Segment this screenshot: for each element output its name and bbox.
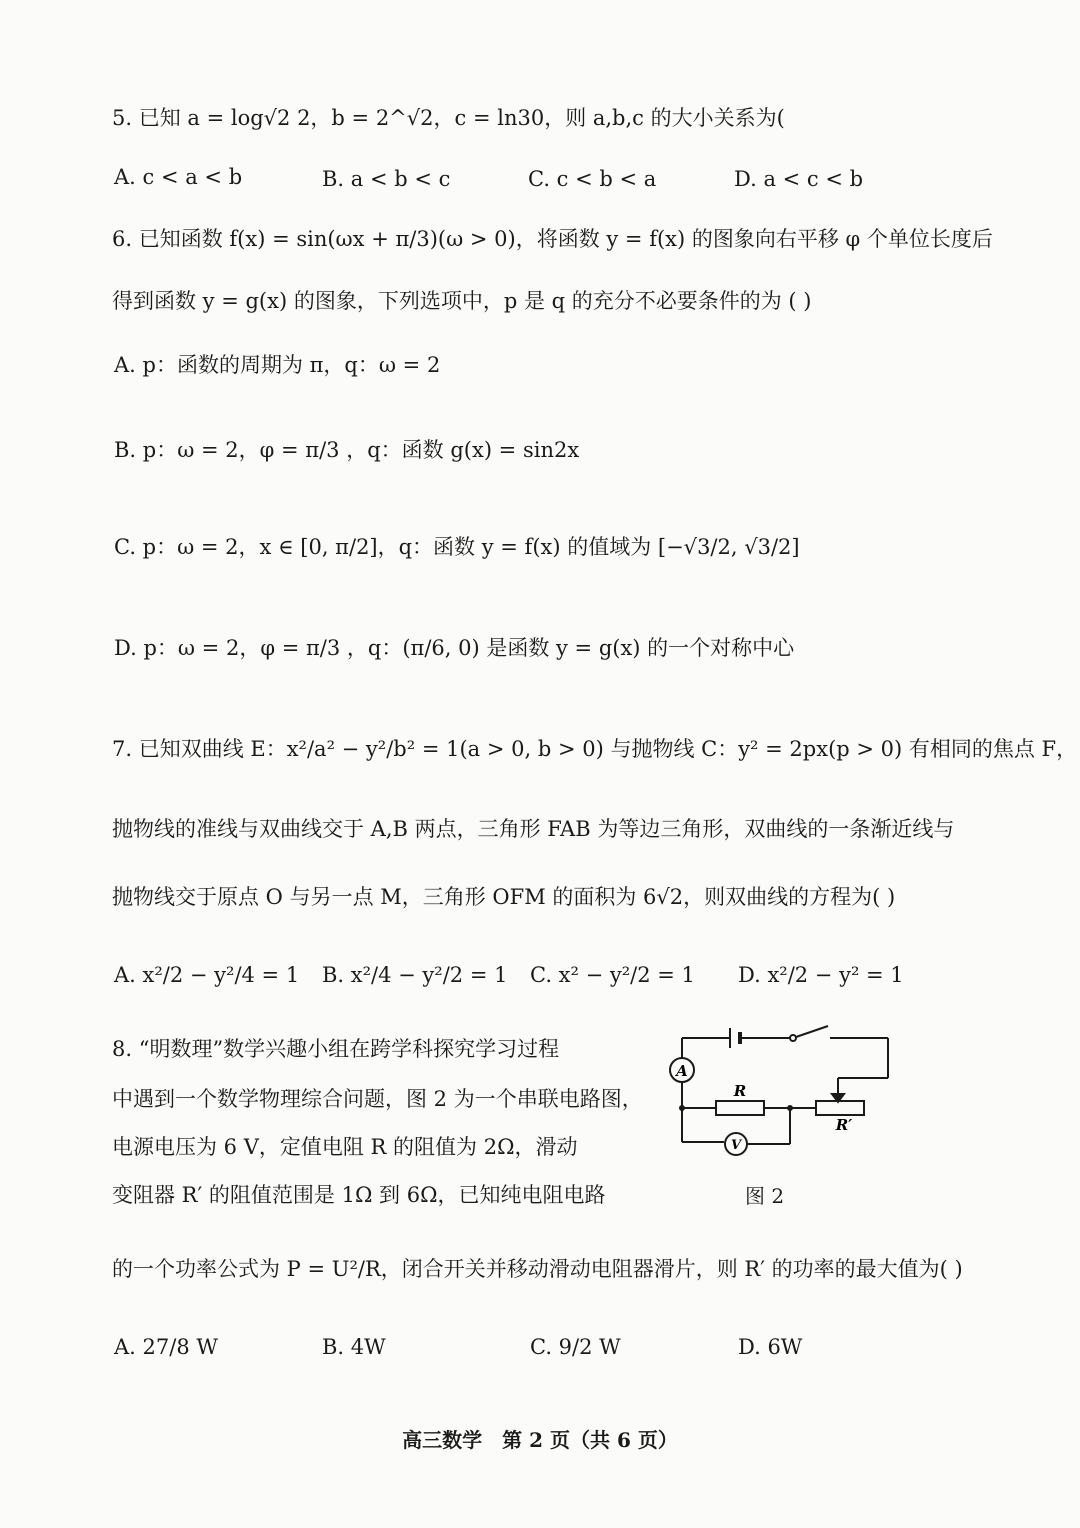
circuit-diagram <box>660 1022 920 1162</box>
q7-option-b: B. x²/4 − y²/2 = 1 <box>322 963 508 987</box>
q7-stem-line1: 7. 已知双曲线 E：x²/a² − y²/b² = 1(a > 0, b > 0) 与抛物线 C：y² = 2px(p > 0) 有相同的焦点 F， <box>112 737 1078 761</box>
q8-stem-line3: 电源电压为 6 V，定值电阻 R 的阻值为 2Ω，滑动 <box>112 1135 578 1159</box>
q8-option-a: A. 27/8 W <box>114 1335 218 1359</box>
q8-option-b: B. 4W <box>322 1335 386 1359</box>
switch-lever <box>796 1026 828 1037</box>
q8-option-d: D. 6W <box>738 1335 803 1359</box>
q6-option-a: A. p：函数的周期为 π，q：ω = 2 <box>114 353 441 377</box>
q6-option-c: C. p：ω = 2，x ∈ [0, π/2]，q：函数 y = f(x) 的值域为 [−√3/2, √3/2] <box>114 535 800 559</box>
figure-caption: 图 2 <box>745 1184 785 1208</box>
q5-option-d: D. a < c < b <box>734 167 864 191</box>
q7-stem-line2: 抛物线的准线与双曲线交于 A,B 两点，三角形 FAB 为等边三角形，双曲线的一条渐近线与 <box>112 817 955 841</box>
q7-stem-line3: 抛物线交于原点 O 与另一点 M，三角形 OFM 的面积为 6√2，则双曲线的方程为( ) <box>112 885 896 909</box>
rheostat-r-prime <box>816 1101 864 1115</box>
q7-option-a: A. x²/2 − y²/4 = 1 <box>114 963 300 987</box>
q6-stem-line2: 得到函数 y = g(x) 的图象，下列选项中，p 是 q 的充分不必要条件的为 ( ) <box>112 289 812 313</box>
ammeter-label: A <box>676 1062 688 1080</box>
q5-stem: 5. 已知 a = log√2 2，b = 2^√2，c = ln30，则 a,b,c 的大小关系为( <box>112 106 785 130</box>
q7-option-d: D. x²/2 − y² = 1 <box>738 963 904 987</box>
rheostat-label: R′ <box>835 1116 853 1134</box>
q6-stem-line1: 6. 已知函数 f(x) = sin(ωx + π/3)(ω > 0)，将函数 y = f(x) 的图象向右平移 φ 个单位长度后 <box>112 227 993 251</box>
q8-stem-line2: 中遇到一个数学物理综合问题，图 2 为一个串联电路图， <box>112 1087 643 1111</box>
resistor-r <box>716 1101 764 1115</box>
q6-option-d: D. p：ω = 2，φ = π/3 ，q：(π/6, 0) 是函数 y = g(x) 的一个对称中心 <box>114 636 795 660</box>
q8-option-c: C. 9/2 W <box>530 1335 621 1359</box>
q8-stem-line5: 的一个功率公式为 P = U²/R，闭合开关并移动滑动电阻器滑片，则 R′ 的功率的最大值为( ) <box>112 1257 963 1281</box>
q6-option-b: B. p：ω = 2，φ = π/3 ，q：函数 g(x) = sin2x <box>114 438 580 462</box>
page-footer: 高三数学 第 2 页（共 6 页） <box>402 1428 678 1452</box>
q5-option-c: C. c < b < a <box>528 167 657 191</box>
q5-option-a: A. c < a < b <box>114 165 243 189</box>
resistor-label: R <box>733 1082 747 1100</box>
q8-stem-line1: 8. “明数理”数学兴趣小组在跨学科探究学习过程 <box>112 1037 560 1061</box>
q8-stem-line4: 变阻器 R′ 的阻值范围是 1Ω 到 6Ω，已知纯电阻电路 <box>112 1183 606 1207</box>
q7-option-c: C. x² − y²/2 = 1 <box>530 963 695 987</box>
q5-option-b: B. a < b < c <box>322 167 451 191</box>
voltmeter-label: V <box>730 1138 742 1153</box>
